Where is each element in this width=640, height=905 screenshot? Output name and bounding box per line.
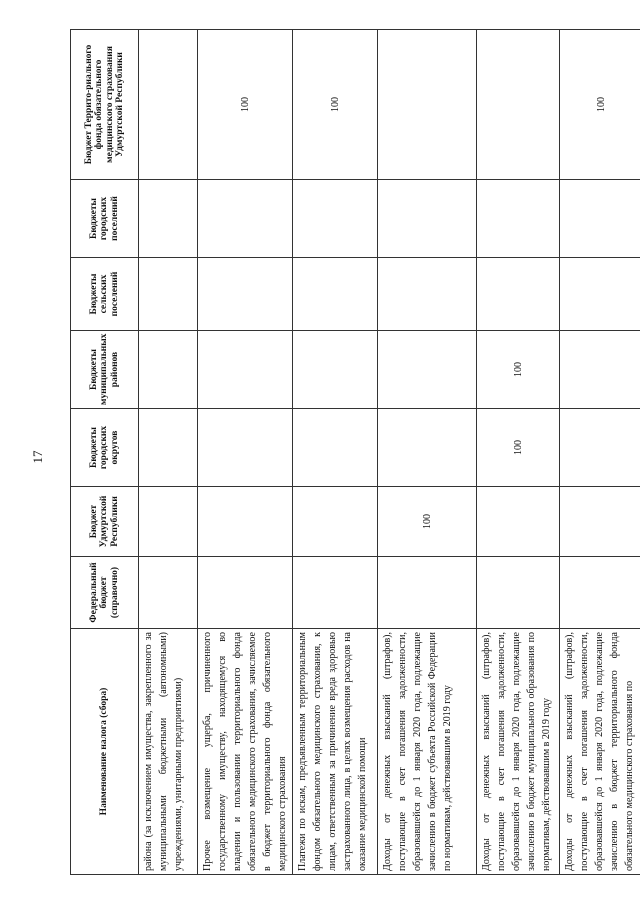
cell-urban [293,180,378,258]
cell-city: 100 [477,409,560,487]
cell-name: района (за исключением имущества, закрепленного за муниципальными бюджетными (автономными) учреждениями, унитарными предприятиями) [139,629,198,875]
cell-rural [293,258,378,331]
cell-udmurt [560,487,640,557]
cell-municipal [139,331,198,409]
table-row [139,30,198,875]
cell-fund [477,30,560,180]
cell-fund: 100 [293,30,378,180]
cell-city [293,409,378,487]
cell-city [378,409,477,487]
cell-federal [378,557,477,629]
cell-municipal [198,331,293,409]
table-row [378,30,477,875]
cell-name: Доходы от денежных взысканий (штрафов), поступающие в счет погашения задолженности, образовавшейся до 1 января 2020 года, подлежащие зачислению в бюджет муниципального образования по нормативам, действовавшим в 2019 году [477,629,560,875]
cell-fund: 100 [198,30,293,180]
header-rural: Бюджеты сельских поселений [71,258,139,331]
cell-federal [293,557,378,629]
cell-udmurt [477,487,560,557]
header-name: Наименование налога (сбора) [71,629,139,875]
cell-municipal [560,331,640,409]
rotated-table-page [70,0,635,905]
cell-udmurt [139,487,198,557]
cell-city [198,409,293,487]
header-fund: Бюджет Террито-риального фонда обязательного медицинского страхования Удмуртской Республики [71,30,139,180]
cell-rural [139,258,198,331]
cell-udmurt [293,487,378,557]
cell-name: Прочее возмещение ущерба, причиненного государственному имуществу, находящемуся во владении и пользовании территориального фонда обязательного медицинского страхования, зачисляемое в бюджет территориального фонда обязательного медицинского страхования [198,629,293,875]
cell-urban [139,180,198,258]
cell-rural [477,258,560,331]
cell-fund [378,30,477,180]
cell-udmurt: 100 [378,487,477,557]
page-number: 17 [30,450,45,464]
header-municipal: Бюджеты муниципальных районов [71,331,139,409]
cell-city [139,409,198,487]
table-row [198,30,293,875]
cell-name: Доходы от денежных взысканий (штрафов), поступающие в счет погашения задолженности, образовавшейся до 1 января 2020 года, подлежащие зачислению в бюджет территориального фонда обязательного медицинского страхования по [560,629,640,875]
tax-distribution-table [70,29,640,875]
header-udmurt: Бюджет Удмуртской Республики [71,487,139,557]
cell-udmurt [198,487,293,557]
table-row [560,30,640,875]
cell-urban [378,180,477,258]
header-city-districts: Бюджеты городских округов [71,409,139,487]
cell-name: Доходы от денежных взысканий (штрафов), поступающие в счет погашения задолженности, образовавшейся до 1 января 2020 года, подлежащие зачислению в бюджет субъекта Российской Федерации по нормативам, действовавшим в 2019 году [378,629,477,875]
table-row [477,30,560,875]
header-federal: Федеральный бюджет (справочно) [71,557,139,629]
cell-rural [560,258,640,331]
cell-municipal [378,331,477,409]
cell-federal [198,557,293,629]
cell-municipal: 100 [477,331,560,409]
table-row [293,30,378,875]
cell-rural [378,258,477,331]
cell-city [560,409,640,487]
cell-fund: 100 [560,30,640,180]
cell-federal [560,557,640,629]
cell-urban [198,180,293,258]
cell-federal [139,557,198,629]
cell-municipal [293,331,378,409]
cell-urban [477,180,560,258]
cell-urban [560,180,640,258]
cell-fund [139,30,198,180]
header-urban: Бюджеты городских поселений [71,180,139,258]
cell-federal [477,557,560,629]
cell-rural [198,258,293,331]
table-header-row [71,30,139,875]
cell-name: Платежи по искам, предъявленным территориальным фондом обязательного медицинского страхования, к лицам, ответственным за причинение вреда здоровью застрахованного лица, в целях возмещения расходов на оказание медицинской помощи [293,629,378,875]
